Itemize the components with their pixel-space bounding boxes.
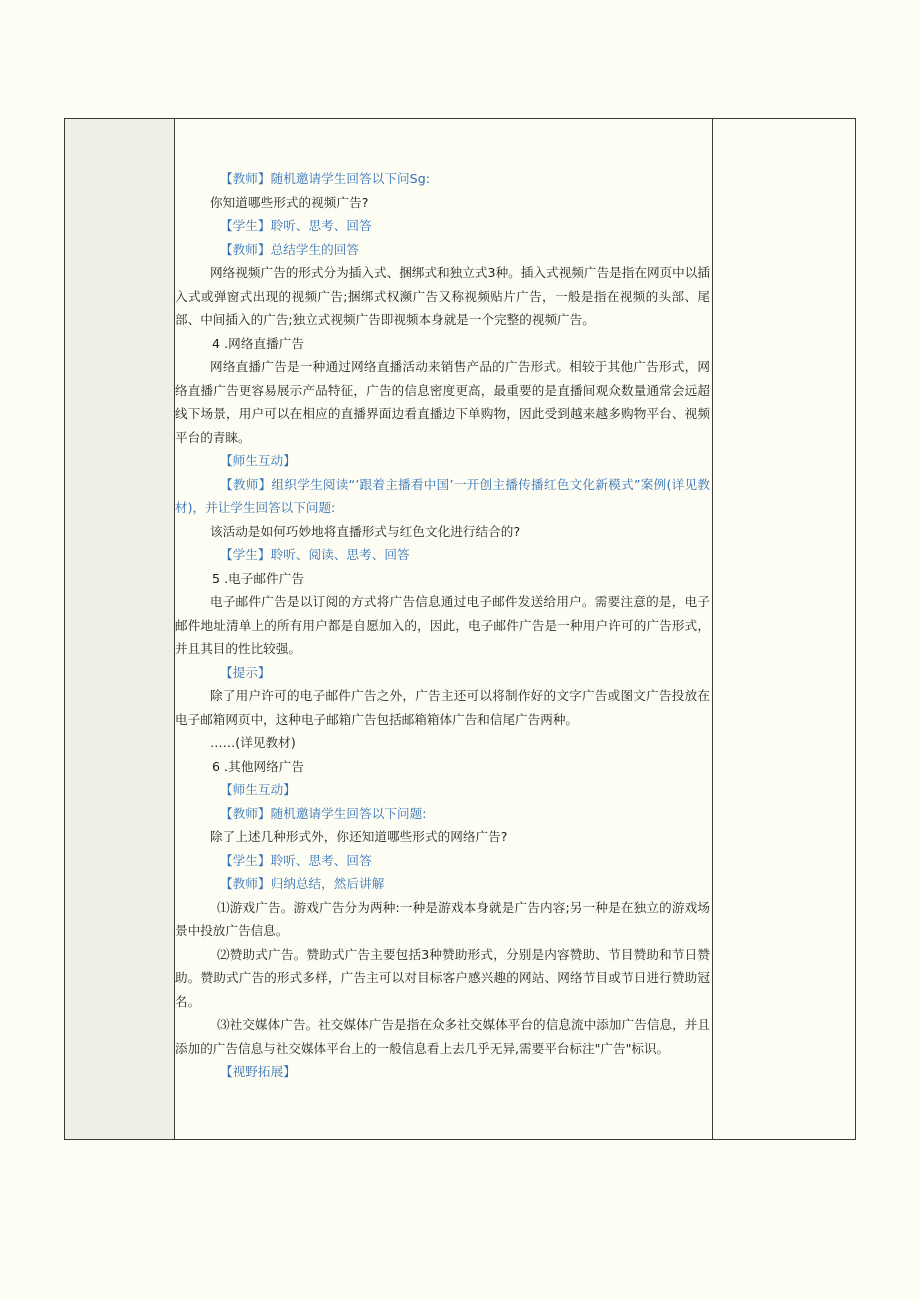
student-response-1: 【学生】聆听、思考、回答 bbox=[220, 218, 372, 233]
list-item-game-ads: ⑴游戏广告。游戏广告分为两种:一种是游戏本身就是广告内容;另一种是在独立的游戏场景中投放广告信息。 bbox=[175, 899, 710, 938]
paragraph-email-tip: 除了用户许可的电子邮件广告之外，广告主还可以将制作好的文字广告或图文广告投放在电子邮箱网页中，这种电子邮箱广告包括邮箱箱体广告和信尾广告两种。 bbox=[175, 688, 710, 727]
question-2: 该活动是如何巧妙地将直播形式与红色文化进行结合的? bbox=[210, 523, 521, 539]
list-item-social-ads: ⑶社交媒体广告。社交媒体广告是指在众多社交媒体平台的信息流中添加广告信息，并且添加的广告信息与社交媒体平台上的一般信息看上去几乎无异,需要平台标注"广告"标识。 bbox=[175, 1017, 710, 1056]
teacher-prompt-2: 【教师】随机邀请学生回答以下问题: bbox=[220, 805, 427, 821]
teacher-prompt-1: 【教师】随机邀请学生回答以下问Sg: bbox=[220, 171, 431, 186]
section-heading-live-ads: 4 .网络直播广告 bbox=[212, 335, 305, 351]
question-1: 你知道哪些形式的视频广告? bbox=[210, 194, 369, 210]
tip-tag: 【提示】 bbox=[220, 664, 271, 680]
section-heading-email-ads: 5 .电子邮件广告 bbox=[212, 570, 305, 586]
teacher-case-prompt: 【教师】组织学生阅读“’跟着主播看中国’一开创主播传播红色文化新模式”案例(详见教材)，并让学生回答以下问题: bbox=[175, 476, 710, 515]
teacher-summary-1: 【教师】总结学生的回答 bbox=[220, 241, 360, 257]
list-item-sponsor-ads: ⑵赞助式广告。赞助式广告主要包括3种赞助形式，分别是内容赞助、节目赞助和节日赞助。赞助式广告的形式多样，广告主可以对目标客户感兴趣的网站、网络节目或节日进行赞助冠名。 bbox=[175, 946, 710, 1009]
extension-tag: 【视野拓展】 bbox=[220, 1064, 296, 1079]
interaction-tag-1: 【师生互动】 bbox=[220, 453, 296, 468]
student-response-2: 【学生】聆听、阅读、思考、回答 bbox=[220, 547, 410, 562]
see-textbook-note: ……(详见教材) bbox=[210, 735, 296, 750]
student-response-3: 【学生】聆听、思考、回答 bbox=[220, 852, 372, 868]
left-column bbox=[65, 119, 175, 1139]
paragraph-live-ads: 网络直播广告是一种通过网络直播活动来销售产品的广告形式。相较于其他广告形式，网络直播广告更容易展示产品特征，广告的信息密度更高，最重要的是直播间观众数量通常会远超线下场景，用户可以在相应的直播界面边看直播边下单购物，因此受到越来越多购物平台、视频平台的青睐。 bbox=[175, 359, 710, 445]
lesson-table bbox=[64, 118, 856, 1140]
paragraph-video-ads: 网络视频广告的形式分为插入式、捆绑式和独立式3种。插入式视频广告是指在网页中以插入式或弹窗式出现的视频广告;捆绑式权濒广告又称视频贴片广告，一般是指在视频的头部、尾部、中间插入的广告;独立式视频广告即视频本身就是一个完整的视频广告。 bbox=[175, 265, 710, 327]
question-3: 除了上述几种形式外，你还知道哪些形式的网络广告? bbox=[210, 829, 508, 844]
paragraph-email-ads: 电子邮件广告是以订阅的方式将广告信息通过电子邮件发送给用户。需要注意的是，电子邮件地址清单上的所有用户都是自愿加入的，因此，电子邮件广告是一种用户许可的广告形式，并且其目的性比较强。 bbox=[175, 594, 710, 656]
teacher-summary-2: 【教师】归纳总结，然后讲解 bbox=[220, 876, 385, 891]
content-column bbox=[175, 119, 713, 1139]
right-column bbox=[713, 119, 855, 1139]
section-heading-other-ads: 6 .其他网络广告 bbox=[212, 758, 305, 774]
interaction-tag-2: 【师生互动】 bbox=[220, 782, 296, 797]
